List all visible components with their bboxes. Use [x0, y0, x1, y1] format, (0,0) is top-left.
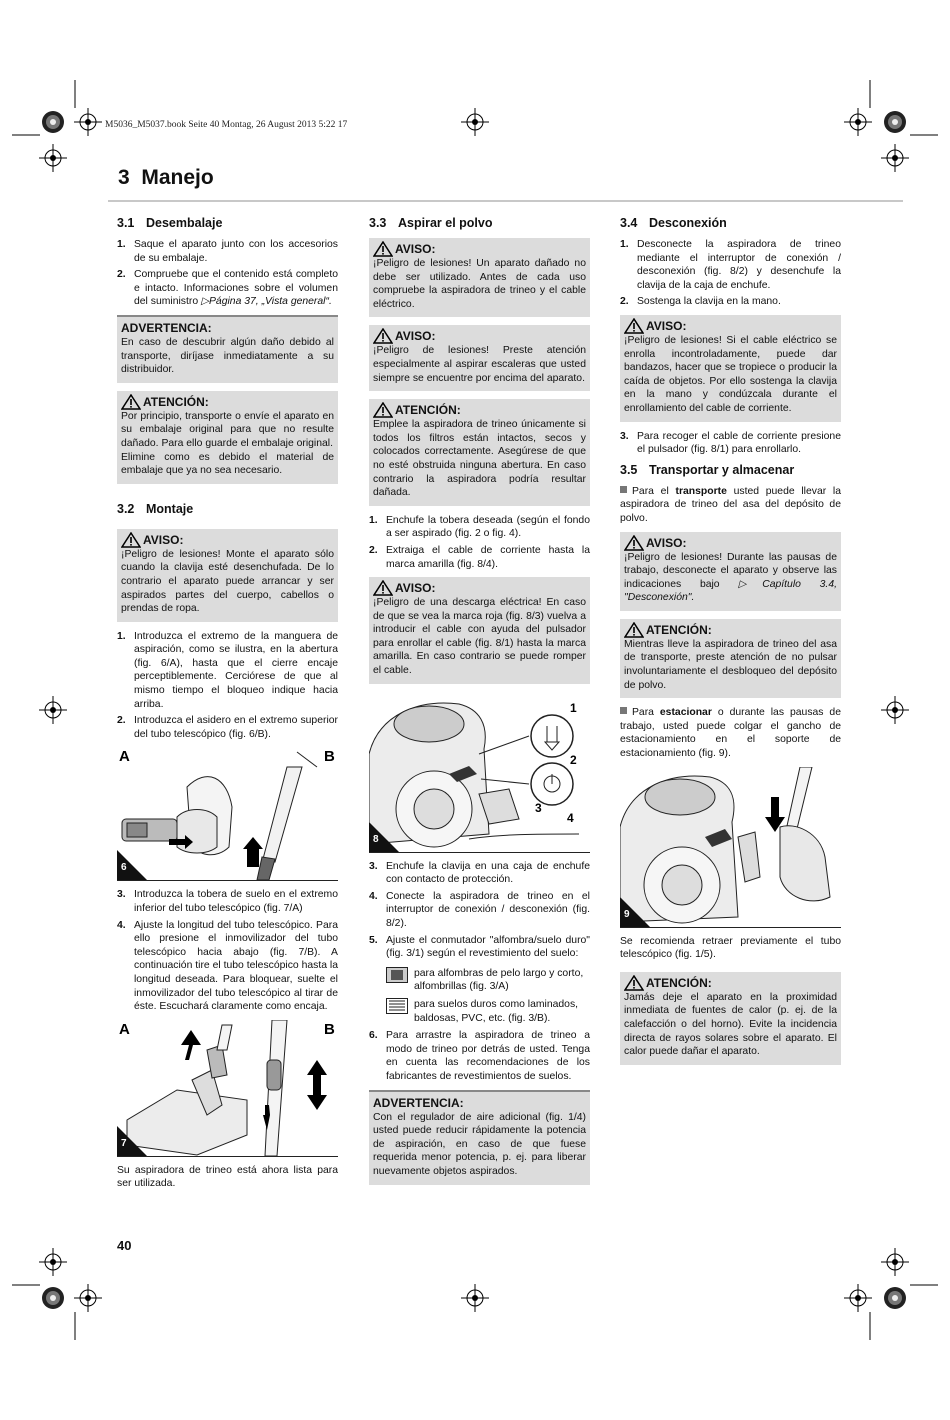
callout-label: 3	[535, 800, 542, 815]
warning-box-atencion	[117, 391, 338, 484]
figure-label-a: A	[119, 748, 130, 766]
figure-label-a: A	[119, 1020, 130, 1038]
warning-triangle-icon	[624, 622, 644, 638]
figure-label-b: B	[324, 748, 335, 766]
list-item: 1. Desconecte la aspiradora de trineo mediante el interruptor de conexión / desconexión (fig. 8/2) y desenchufe la clavija de la caja de enchufe.	[620, 239, 841, 291]
cross-reference-link[interactable]: ▷Página 37, „Vista general“.	[201, 296, 332, 308]
box-title: ADVERTENCIA:	[121, 320, 212, 335]
list-vacuuming-c	[369, 1029, 590, 1083]
list-unpacking	[117, 238, 338, 309]
warning-box-aviso	[620, 532, 841, 611]
list-item: 1. Introduzca el extremo de la manguera de aspiración, como se ilustra, en la abertura (fig. 6/A), hasta que el cierre encaje perceptiblemente. Cerciórese de que al mismo tiempo el bloqueo indique hacia arriba.	[117, 630, 338, 710]
section-heading-3-3: 3.3 Aspirar el polvo	[369, 216, 493, 230]
warning-box-aviso	[369, 577, 590, 684]
warning-box-advertencia	[117, 315, 338, 383]
switch-option-hard-floor: para suelos duros como laminados, baldosas, PVC, etc. (fig. 3/B).	[386, 998, 590, 1025]
list-item: 2. Introduzca el asidero en el extremo superior del tubo telescópico (fig. 6/B).	[117, 715, 338, 740]
column-3	[620, 216, 841, 1073]
warning-triangle-icon	[373, 580, 393, 596]
chapter-divider	[108, 200, 903, 202]
figure-number-badge: 6	[117, 850, 147, 880]
box-text: ¡Peligro de una descarga eléctrica! En caso de que se vea la marca roja (fig. 8/3) vuelva a introducir el cable con ayuda del pulsador para enrollar el cable (fig. 8/1) hasta la marca amarilla. En caso contrario se puede romper el cable.	[373, 597, 586, 677]
warning-box-aviso	[369, 238, 590, 317]
list-item: 4. Ajuste la longitud del tubo telescópico. Para ello presione el inmovilizador del tubo telescópico hacia abajo (fig. 7/B). A continuación tire el tubo telescópico hasta la longitud deseada. Para bloquear, suelte el inmovilizador del tubo telescópico al tirar de éste. Escuchará claramente como encaja.	[117, 919, 338, 1013]
section-heading-3-5: 3.5 Transportar y almacenar	[620, 462, 795, 477]
figure-6-illustration	[117, 747, 338, 880]
switch-option-carpet: para alfombras de pelo largo y corto, alfombrillas (fig. 3/A)	[386, 967, 590, 994]
warning-box-atencion	[369, 399, 590, 506]
list-switch-off	[620, 238, 841, 309]
box-text: ¡Peligro de lesiones! Preste atención especialmente al aspirar escaleras que usted siempre se encuentre por encima del aparato.	[373, 345, 586, 384]
box-text: Jamás deje el aparato en la proximidad inmediata de fuentes de calor (p. ej. de la calefacción o del horno). Evite la incidencia directa de rayos solares sobre el aparato. El calor puede dañar el aparato.	[624, 991, 837, 1058]
box-text: ¡Peligro de lesiones! Monte el aparato sólo cuando la clavija esté desenchufada. De lo contrario el aparato puede arrancar y ser aspirados partes del cuerpo, cabellos o prendas de ropa.	[121, 548, 334, 615]
column-2	[369, 216, 590, 1193]
box-text: Elimine como es debido el material de embalaje que ya no sea necesario.	[121, 451, 334, 477]
box-title: ADVERTENCIA:	[373, 1095, 464, 1110]
figure-number-badge: 8	[369, 822, 399, 852]
warning-triangle-icon	[624, 975, 644, 991]
box-text: Con el regulador de aire adicional (fig. 1/4) usted puede reducir rápidamente la potencia de aspiración, en caso de que fuese requerida menor potencia, p. ej. para liberar nuevamente objetos aspirados.	[373, 1111, 586, 1177]
figure-8	[369, 694, 590, 853]
box-text: Por principio, transporte o envíe el aparato en su embalaje original para que no resulte dañado. Para ello guarde el embalaje original.	[121, 410, 334, 449]
column-1	[117, 216, 338, 1197]
warning-box-aviso	[117, 529, 338, 622]
warning-box-aviso	[620, 315, 841, 422]
box-title: ATENCIÓN:	[646, 622, 712, 637]
ready-text: Su aspiradora de trineo está ahora lista para ser utilizada.	[117, 1164, 338, 1190]
warning-box-aviso	[369, 325, 590, 391]
box-text: ¡Peligro de lesiones! Durante las pausas de trabajo, desconecte el aparato y observe las indicaciones bajo ▷Capítulo 3.4, "Desconexión".	[624, 551, 837, 604]
box-text: ¡Peligro de lesiones! Un aparato dañado no debe ser utilizado. Antes de cada uso compruebe la aspiradora de trineo y el cable eléctrico.	[373, 258, 586, 310]
list-item: 1. Saque el aparato junto con los accesorios de su embalaje.	[117, 239, 338, 264]
list-switch-off-b	[620, 430, 841, 457]
hard-floor-icon	[386, 998, 408, 1014]
cross-reference-link[interactable]: ▷Capítulo 3.4, "Desconexión".	[624, 578, 837, 604]
list-assembly-a	[117, 630, 338, 742]
figure-9	[620, 767, 841, 928]
retract-note: Se recomienda retraer previamente el tubo telescópico (fig. 1/5).	[620, 935, 841, 961]
box-text: ¡Peligro de lesiones! Si el cable eléctrico se enrolla incontroladamente, puede dar bandazos, hacer que se tropiece o producir la caída de objetos. Por ello sostenga la clavija en la mano y condúzcala durante el enrollamiento del cable de corriente.	[624, 334, 837, 414]
box-text: Emplee la aspiradora de trineo únicamente si todos los filtros están intactos, secos y colocados correctamente. Asegúrese de que no esté obstruida ninguna abertura. En caso contrario la aspiradora podría resultar dañada.	[373, 419, 586, 499]
warning-triangle-icon	[373, 328, 393, 344]
list-item: 3. Introduzca la tobera de suelo en el extremo inferior del tubo telescópico (fig. 7/A)	[117, 889, 338, 915]
figure-8-illustration	[369, 694, 590, 852]
figure-7-illustration	[117, 1020, 338, 1156]
warning-box-advertencia	[369, 1090, 590, 1185]
list-item: 5. Ajuste el conmutador "alfombra/suelo duro" (fig. 3/1) según el revestimiento del suelo:	[369, 934, 590, 960]
box-title: AVISO:	[395, 581, 436, 596]
section-heading-3-1: 3.1 Desembalaje	[117, 216, 223, 230]
warning-triangle-icon	[121, 532, 141, 548]
chapter-title: 3 Manejo	[118, 166, 214, 189]
figure-9-illustration	[620, 767, 841, 927]
list-assembly-b	[117, 888, 338, 1013]
warning-triangle-icon	[121, 394, 141, 410]
box-title: AVISO:	[143, 532, 184, 547]
list-item: 2. Sostenga la clavija en la mano.	[620, 296, 781, 308]
box-text: En caso de descubrir algún daño debido al transporte, diríjase inmediatamente a su distribuidor.	[121, 336, 334, 376]
list-item: 4. Conecte la aspiradora de trineo en el interruptor de conexión / desconexión (fig. 8/2).	[369, 890, 590, 930]
parking-text: Para estacionar o durante las pausas de trabajo, usted puede colgar el gancho de estacionamiento en el soporte de estacionamiento (fig. 9).	[620, 707, 841, 760]
bullet-icon	[620, 707, 627, 714]
list-item: 3. Para recoger el cable de corriente presione el pulsador (fig. 8/1) para enrollarlo.	[620, 430, 841, 456]
figure-label-b: B	[324, 1020, 335, 1038]
list-vacuuming-a	[369, 514, 590, 571]
figure-6	[117, 747, 338, 881]
transport-text: Para el transporte usted puede llevar la aspiradora de trineo del asa del depósito de polvo.	[620, 485, 841, 524]
page-number: 40	[117, 1238, 132, 1253]
warning-triangle-icon	[373, 241, 393, 257]
box-title: AVISO:	[395, 329, 436, 344]
callout-label: 1	[570, 700, 577, 715]
list-item: 6. Para arrastre la aspiradora de trineo a modo de trineo por detrás de usted. Tenga en cuenta las recomendaciones de los fabricantes de revestimientos de suelos.	[369, 1030, 590, 1082]
figure-number-badge: 7	[117, 1126, 147, 1156]
box-title: AVISO:	[646, 318, 687, 333]
section-heading-3-4: 3.4 Desconexión	[620, 216, 727, 230]
warning-box-atencion	[620, 619, 841, 698]
figure-7	[117, 1020, 338, 1157]
warning-triangle-icon	[373, 402, 393, 418]
list-item: 1. Enchufe la tobera deseada (según el fondo a ser aspirado (fig. 2 o fig. 4).	[369, 514, 590, 540]
box-title: ATENCIÓN:	[395, 403, 461, 418]
box-title: ATENCIÓN:	[646, 975, 712, 990]
box-title: AVISO:	[395, 242, 436, 256]
callout-label: 2	[570, 752, 577, 767]
box-title: ATENCIÓN:	[143, 394, 209, 409]
list-item: 3. Enchufe la clavija en una caja de enchufe con contacto de protección.	[369, 860, 590, 886]
warning-triangle-icon	[624, 318, 644, 334]
section-heading-3-2: 3.2 Montaje	[117, 501, 194, 516]
callout-label: 4	[567, 810, 574, 825]
carpet-icon	[386, 967, 408, 983]
bullet-icon	[620, 486, 627, 493]
box-text: Mientras lleve la aspiradora de trineo del asa de transporte, preste atención de no pulsar involuntariamente el desbloqueo del depósito de polvo.	[624, 638, 837, 691]
warning-triangle-icon	[624, 535, 644, 551]
list-item: 2. Compruebe que el contenido está completo e intacto. Informaciones sobre el volumen del suministro ▷Página 37, „Vista general“.	[117, 269, 338, 308]
box-title: AVISO:	[646, 535, 687, 550]
print-header: M5036_M5037.book Seite 40 Montag, 26 August 2013 5:22 17	[105, 120, 348, 130]
warning-box-atencion	[620, 972, 841, 1065]
list-item: 2. Extraiga el cable de corriente hasta la marca amarilla (fig. 8/4).	[369, 544, 590, 570]
list-vacuuming-b	[369, 860, 590, 961]
figure-number-badge: 9	[620, 897, 650, 927]
